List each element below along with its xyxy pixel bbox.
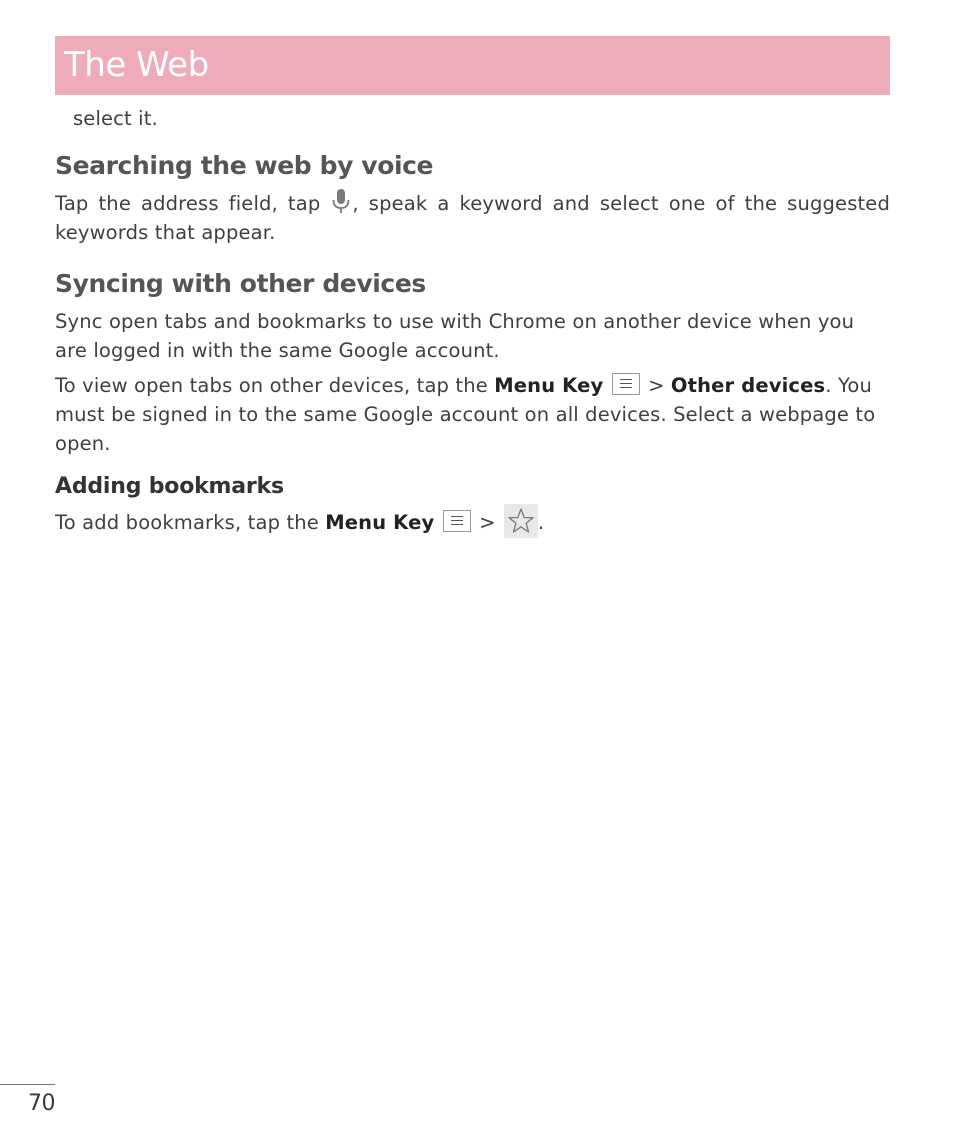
menu-key-label: Menu Key [494, 374, 604, 397]
page-number: 70 [28, 1091, 55, 1116]
sync-paragraph-1: Sync open tabs and bookmarks to use with Chrome on another device when you are logged in with the same Google account. [55, 310, 855, 362]
voice-search-paragraph: Tap the address field, tap , speak a keyword and select one of the suggested keywords that appear. [55, 188, 890, 247]
intro-continuation: select it. [73, 107, 158, 130]
footer-rule [0, 1084, 55, 1085]
star-icon [504, 504, 538, 538]
menu-key-label: Menu Key [325, 511, 435, 534]
bookmarks-paragraph: To add bookmarks, tap the Menu Key > . [55, 504, 890, 538]
other-devices-label: Other devices [670, 374, 826, 397]
menu-key-icon [612, 373, 640, 395]
microphone-icon [330, 188, 352, 216]
sync-paragraph-2: To view open tabs on other devices, tap the Menu Key > Other devices. You must be signed in to the same Google account on all devices. Select a webpage to open. [55, 374, 876, 455]
chapter-title: The Web [64, 45, 209, 85]
menu-key-icon [443, 510, 471, 532]
sync-heading: Syncing with other devices [55, 269, 426, 298]
voice-search-heading: Searching the web by voice [55, 151, 434, 180]
page-content [55, 104, 890, 538]
bookmarks-heading: Adding bookmarks [55, 474, 284, 499]
chapter-banner [55, 36, 890, 95]
